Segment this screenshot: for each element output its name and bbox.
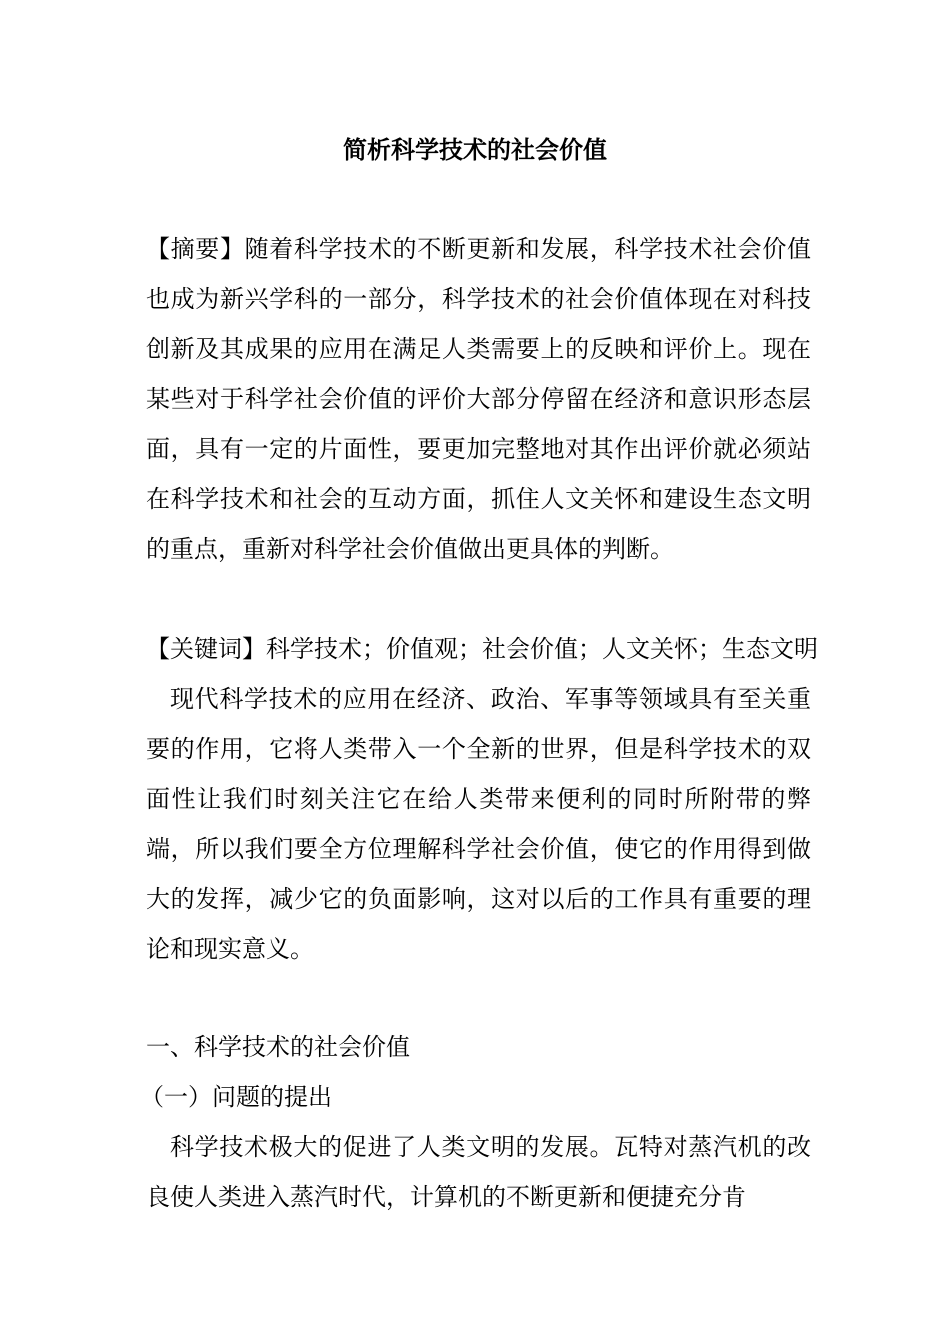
document-title: 简析科学技术的社会价值: [343, 135, 607, 164]
abstract-text: 随着科学技术的不断更新和发展，科学技术社会价值也成为新兴学科的一部分，科学技术的社会价值体现在对科技创新及其成果的应用在满足人类需要上的反映和评价上。现在某些对于科学社会价值的评价大部分停留在经济和意识形态层面，具有一定的片面性，要更加完整地对其作出评价就必须站在科学技术和社会的互动方面，抓住人文关怀和建设生态文明的重点，重新对科学社会价值做出更具体的判断。: [146, 235, 812, 563]
keywords-text: 科学技术；价值观；社会价值；人文关怀；生态文明: [266, 635, 818, 663]
section-heading: 一、科学技术的社会价值: [146, 1033, 410, 1061]
subsection-heading: （一）问题的提出: [140, 1083, 332, 1111]
keywords-paragraph: [146, 624, 818, 674]
section-paragraph: 科学技术极大的促进了人类文明的发展。瓦特对蒸汽机的改良使人类进入蒸汽时代，计算机的不断更新和便捷充分肯: [146, 1133, 811, 1211]
intro-paragraph: 现代科学技术的应用在经济、政治、军事等领域具有至关重要的作用，它将人类带入一个全新的世界，但是科学技术的双面性让我们时刻关注它在给人类带来便利的同时所附带的弊端，所以我们要全方位理解科学社会价值，使它的作用得到做大的发挥，减少它的负面影响，这对以后的工作具有重要的理论和现实意义。: [146, 685, 811, 963]
keywords-label: 【关键词】: [146, 635, 266, 663]
abstract-paragraph: [146, 224, 811, 574]
abstract-label: 【摘要】: [146, 235, 245, 263]
